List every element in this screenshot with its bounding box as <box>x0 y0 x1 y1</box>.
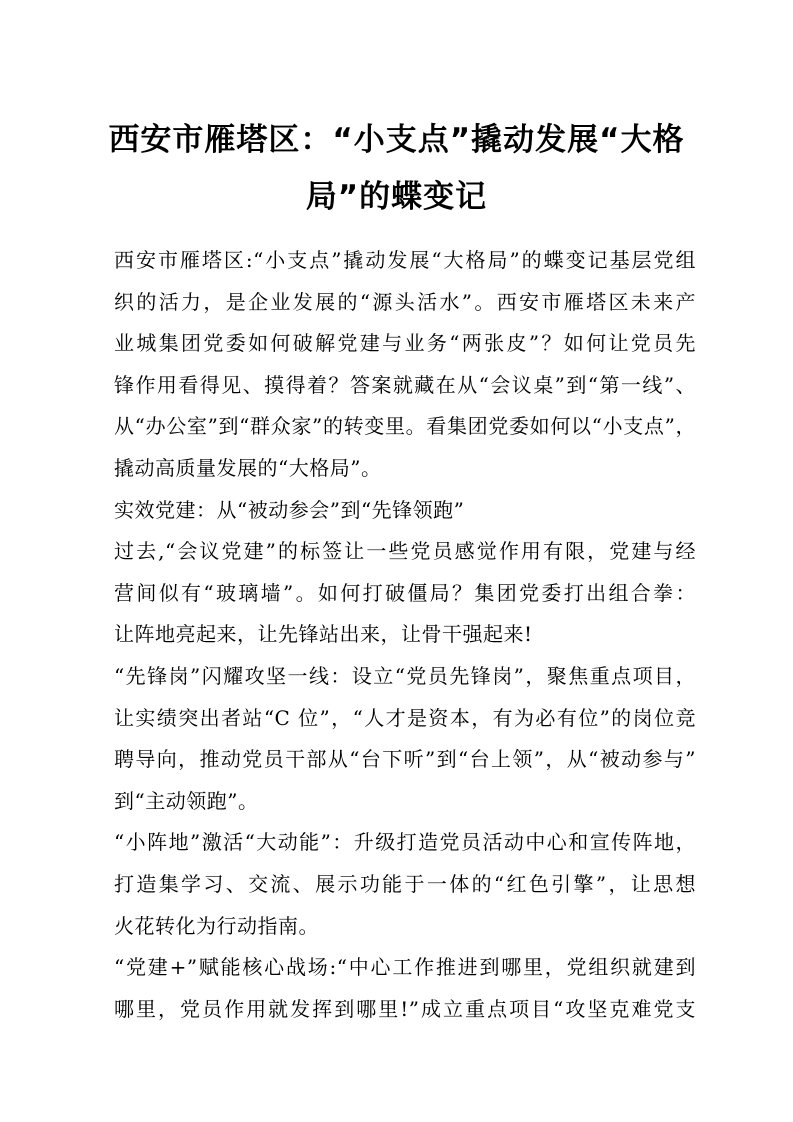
body-line: 从“办公室”到“群众家”的转变里。看集团党委如何以“小支点”， <box>114 414 696 439</box>
body-line: 让阵地亮起来，让先锋站出来，让骨干强起来! <box>114 622 533 647</box>
title-line-1: 西安市雁塔区：“小支点”撬动发展“大格 <box>108 122 685 158</box>
body-line: 哪里，党员作用就发挥到哪里!”成立重点项目“攻坚克难党支 <box>114 996 696 1021</box>
body-line: 织的活力，是企业发展的“源头活水”。西安市雁塔区未来产 <box>114 289 696 314</box>
body-line: 聘导向，推动党员干部从“台下听”到“台上领”，从“被动参与” <box>114 747 696 772</box>
document-body <box>114 240 696 1030</box>
body-line: 实效党建：从“被动参会”到“先锋领跑” <box>114 497 465 522</box>
body-line: 锋作用看得见、摸得着？答案就藏在从“会议桌”到“第一线”、 <box>114 372 696 397</box>
document-title <box>97 112 697 226</box>
body-line: “小阵地”激活“大动能”：升级打造党员活动中心和宣传阵地， <box>114 830 696 855</box>
title-line-2: 局”的蝶变记 <box>305 179 488 215</box>
body-line: 营间似有“玻璃墙”。如何打破僵局？集团党委打出组合拳： <box>114 580 696 605</box>
body-line: 火花转化为行动指南。 <box>114 913 319 938</box>
body-line: 打造集学习、交流、展示功能于一体的“红色引擎”，让思想 <box>114 871 696 896</box>
body-line: “党建+”赋能核心战场:“中心工作推进到哪里，党组织就建到 <box>114 955 696 980</box>
body-line: 业城集团党委如何破解党建与业务“两张皮”？如何让党员先 <box>114 331 696 356</box>
body-line: 西安市雁塔区:“小支点”撬动发展“大格局”的蝶变记基层党组 <box>114 248 696 272</box>
body-line: 到“主动领跑”。 <box>114 788 259 813</box>
body-line: 过去,“会议党建”的标签让一些党员感觉作用有限，党建与经 <box>114 539 696 564</box>
body-line: “先锋岗”闪耀攻坚一线：设立“党员先锋岗”，聚焦重点项目， <box>114 663 696 688</box>
body-line: 撬动高质量发展的“大格局”。 <box>114 455 382 480</box>
body-line: 让实绩突出者站“C 位”，“人才是资本，有为必有位”的岗位竞 <box>114 705 696 730</box>
